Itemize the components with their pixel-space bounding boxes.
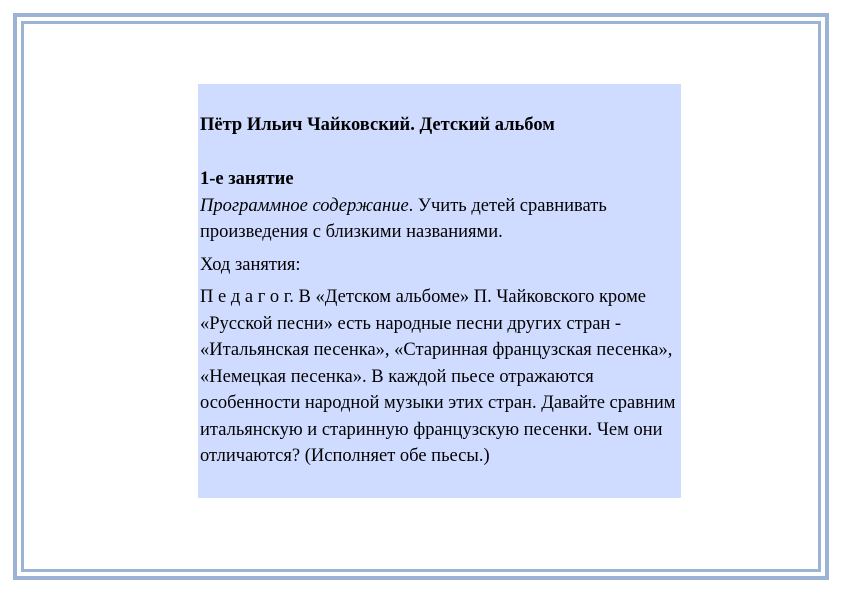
text-box — [198, 84, 681, 498]
teacher-paragraph — [200, 284, 681, 470]
course-heading: Ход занятия: — [200, 254, 301, 275]
document-title: Пётр Ильич Чайковский. Детский альбом — [200, 115, 555, 135]
spacer — [200, 142, 681, 166]
program-label: Программное содержание — [200, 195, 409, 216]
lesson-heading: 1-е занятие — [200, 169, 294, 189]
teacher-text: В «Детском альбоме» П. Чайковского кроме «Русской песни» есть народные песни других стран - «Итальянская песенка», «Старинная французская песенка», «Немецкая песенка». В каждой пьесе отражаются особенности народной музыки этих стран. Давайте сравним итальянскую и старинную французскую песенки. Чем они отличаются? (Исполняет обе пьесы.) — [200, 287, 676, 466]
program-text: . Учить детей сравнивать произведения с близкими названиями. — [200, 195, 607, 242]
teacher-label: П е д а г о г. — [200, 287, 294, 307]
program-paragraph — [200, 193, 681, 246]
